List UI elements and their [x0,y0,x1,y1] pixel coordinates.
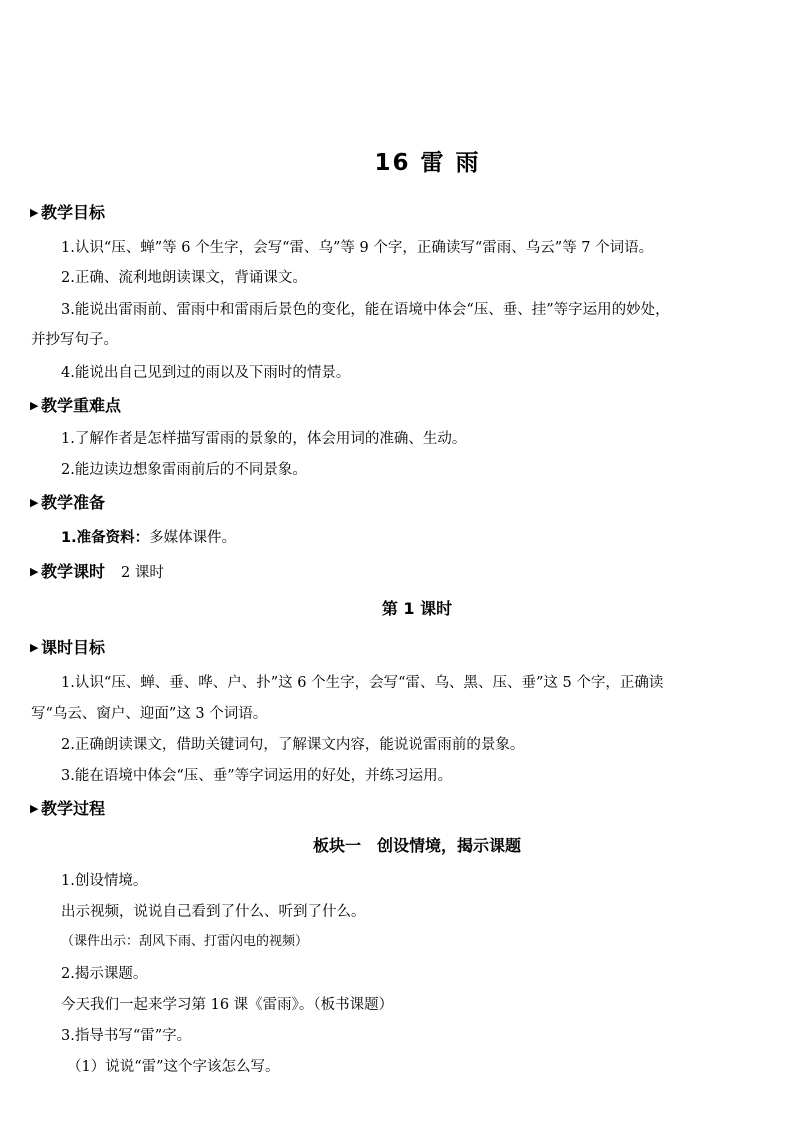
lesson-section-title: 第 1 课时 [381,599,453,618]
block-title: 板块一 创设情境，揭示课题 [312,836,521,855]
heading-lesson-goals [30,636,105,660]
lesson-title: 16 雷 雨 [374,150,481,176]
triangle-bullet-icon: ▶ [30,802,39,815]
process-item: 3.指导书写“雷”字。 [61,1028,192,1044]
goal-item: 2.正确、流利地朗读课文，背诵课文。 [61,270,307,286]
heading-process [30,797,105,821]
heading-text: 教学准备 [41,493,106,512]
heading-preparation [30,491,105,515]
hours-value: 2 课时 [121,565,164,581]
heading-text: 教学过程 [41,799,106,818]
triangle-bullet-icon: ▶ [30,496,39,509]
process-item: 1.创设情境。 [61,873,148,889]
heading-hours [30,560,164,585]
process-sub-item: （1）说说“雷”这个字该怎么写。 [67,1059,280,1075]
lesson-goal-item: 3.能在语境中体会“压、垂”等字词运用的好处，并练习运用。 [61,768,453,784]
lesson-goal-item-continued: 写“乌云、窗户、迎面”这 3 个词语。 [31,706,268,722]
lesson-goal-item: 1.认识“压、蝉、垂、哗、户、扑”这 6 个生字，会写“雷、乌、黑、压、垂”这 5 个字，正确读 [61,675,664,691]
heading-key-points [30,394,121,418]
triangle-bullet-icon: ▶ [30,641,39,654]
triangle-bullet-icon: ▶ [30,399,39,412]
process-item: 今天我们一起来学习第 16 课《雷雨》。（板书课题） [61,997,394,1013]
triangle-bullet-icon: ▶ [30,206,39,219]
preparation-item [61,526,236,550]
courseware-note: （课件出示：刮风下雨、打雷闪电的视频） [61,934,309,949]
heading-teaching-goals [30,201,105,225]
heading-text: 课时目标 [41,638,106,657]
preparation-value: 多媒体课件。 [149,530,237,546]
goal-item: 4.能说出自己见到过的雨以及下雨时的情景。 [61,365,351,381]
goal-item: 3.能说出雷雨前、雷雨中和雷雨后景色的变化，能在语境中体会“压、垂、挂”等字运用的妙处， [61,302,670,318]
lesson-goal-item: 2.正确朗读课文，借助关键词句，了解课文内容，能说说雷雨前的景象。 [61,737,525,753]
heading-text: 教学目标 [41,203,106,222]
key-point-item: 2.能边读边想象雷雨前后的不同景象。 [61,462,307,478]
key-point-item: 1.了解作者是怎样描写雷雨的景象的，体会用词的准确、生动。 [61,431,467,447]
goal-item-continued: 并抄写句子。 [31,332,118,348]
heading-text: 教学课时 [41,562,106,581]
triangle-bullet-icon: ▶ [30,565,39,578]
preparation-label: 1.准备资料： [61,530,150,546]
goal-item: 1.认识“压、蝉”等 6 个生字，会写“雷、乌”等 9 个字，正确读写“雷雨、乌云”等 7 个词语。 [61,240,654,256]
process-item: 出示视频，说说自己看到了什么、听到了什么。 [61,904,366,920]
heading-text: 教学重难点 [41,396,122,415]
process-item: 2.揭示课题。 [61,966,148,982]
